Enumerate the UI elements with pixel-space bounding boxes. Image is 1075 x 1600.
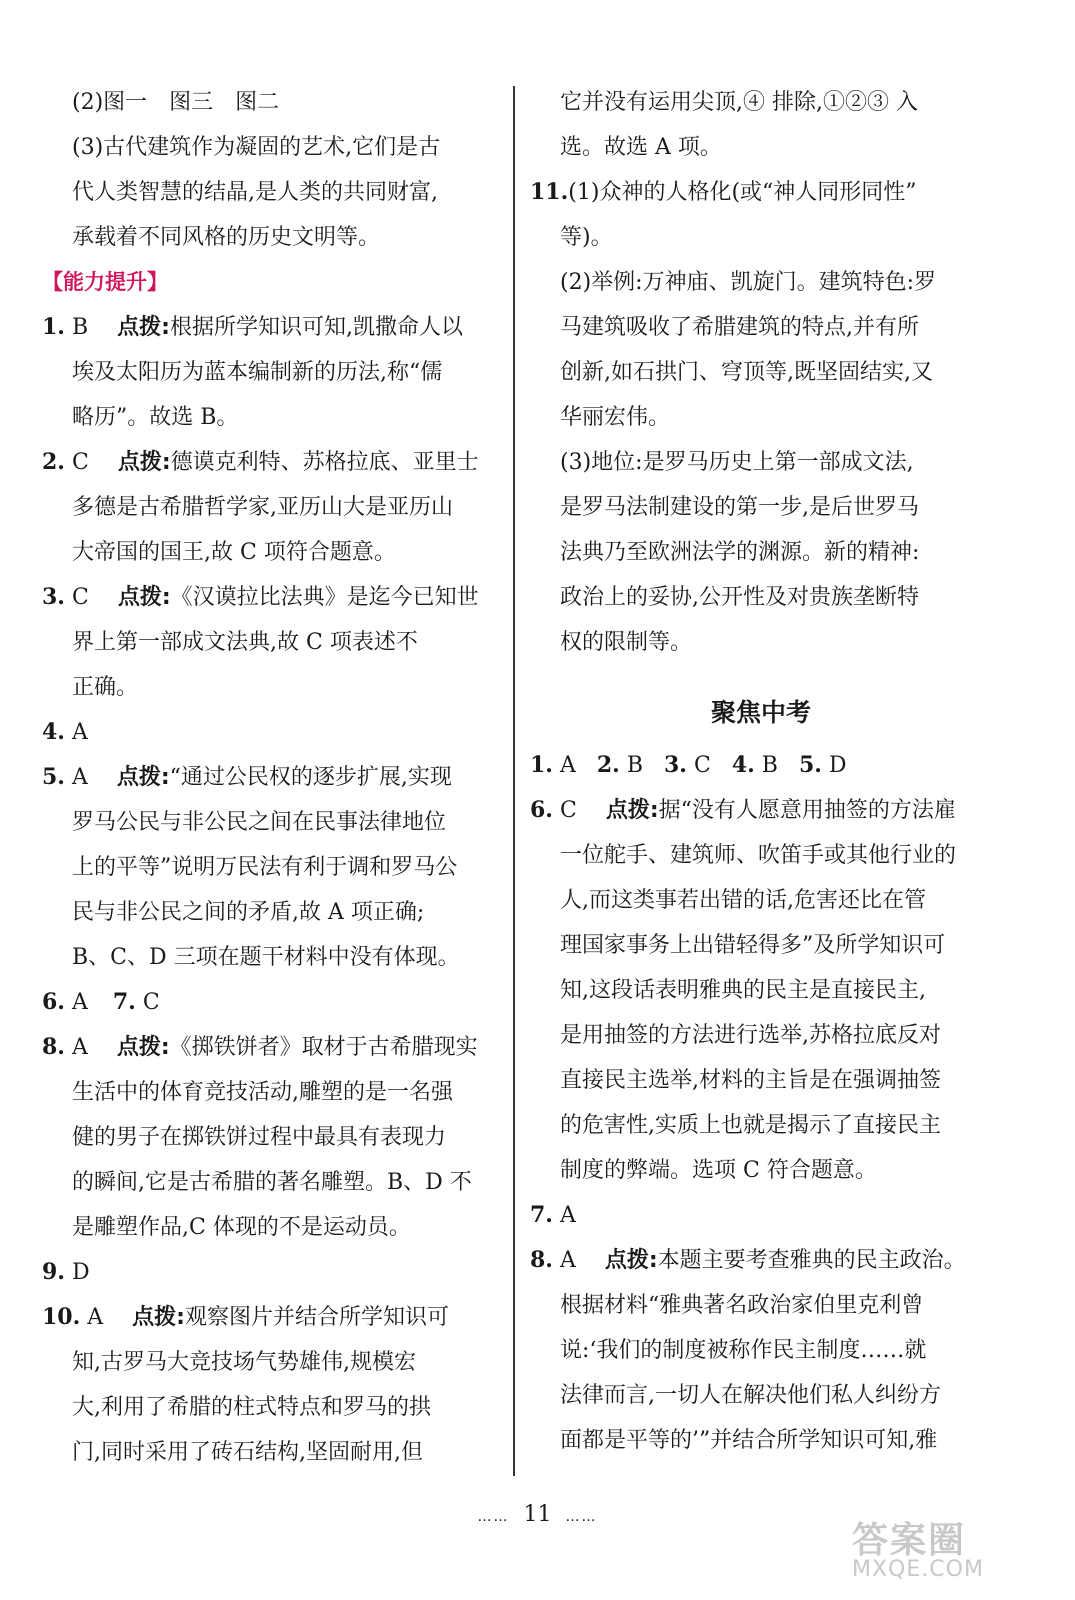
text-line: 承载着不同风格的历史文明等。 bbox=[72, 225, 381, 250]
question-number: 1. bbox=[530, 752, 553, 778]
hint-text: “通过公民权的逐步扩展,实现 bbox=[169, 765, 452, 790]
page-number-value: 11 bbox=[523, 1502, 552, 1527]
answer-item-6 bbox=[530, 788, 992, 833]
question-number: 4. bbox=[42, 719, 65, 745]
answer-letter: C bbox=[71, 585, 89, 610]
hint-text: 德谟克利特、苏格拉底、亚里士 bbox=[170, 450, 479, 475]
text-line: 上的平等”说明万民法有利于调和罗马公 bbox=[72, 855, 458, 880]
answer-letter: C bbox=[559, 798, 577, 823]
hint-label: 点拨: bbox=[117, 585, 171, 610]
text-line: 的危害性,实质上也就是揭示了直接民主 bbox=[560, 1113, 941, 1138]
answer-item-2 bbox=[42, 440, 510, 485]
answer-letter: A bbox=[71, 990, 88, 1015]
text-line: 民与非公民之间的矛盾,故 A 项正确; bbox=[72, 900, 425, 925]
hint-label: 点拨: bbox=[117, 315, 170, 340]
answer-item-11 bbox=[530, 170, 992, 215]
text-line: 是雕塑作品,C 体现的不是运动员。 bbox=[72, 1215, 411, 1240]
question-number: 3. bbox=[42, 584, 65, 610]
hint-label: 点拨: bbox=[605, 798, 659, 823]
column-divider bbox=[513, 86, 515, 1476]
answer-item-1 bbox=[42, 305, 510, 350]
text-line: 多德是古希腊哲学家,亚历山大是亚历山 bbox=[72, 495, 453, 520]
question-number: 2. bbox=[42, 449, 65, 475]
answer-item-7 bbox=[530, 1193, 992, 1238]
answer-letter: B bbox=[761, 753, 778, 778]
text-line: 直接民主选举,材料的主旨是在强调抽签 bbox=[560, 1068, 941, 1093]
question-number: 6. bbox=[42, 989, 65, 1015]
text-line: (2)图一 图三 图二 bbox=[72, 90, 280, 115]
question-number: 1. bbox=[42, 314, 65, 340]
question-number: 8. bbox=[530, 1247, 553, 1273]
answer-text: (1)众神的人格化(或“神人同形同性” bbox=[568, 180, 917, 205]
hint-label: 点拨: bbox=[604, 1248, 658, 1273]
hint-label: 点拨: bbox=[116, 1035, 170, 1060]
question-number: 5. bbox=[798, 752, 822, 778]
text-line: 马建筑吸收了希腊建筑的特点,并有所 bbox=[560, 315, 919, 340]
text-line: 知,古罗马大竞技场气势雄伟,规模宏 bbox=[72, 1350, 416, 1375]
text-line: 代人类智慧的结晶,是人类的共同财富, bbox=[72, 180, 438, 205]
text-line: 华丽宏伟。 bbox=[560, 405, 671, 430]
text-line: 法律而言,一切人在解决他们私人纠纷方 bbox=[560, 1383, 941, 1408]
text-line: 的瞬间,它是古希腊的著名雕塑。B、D 不 bbox=[72, 1170, 472, 1195]
text-line: 创新,如石拱门、穹顶等,既坚固结实,又 bbox=[560, 360, 933, 385]
question-number: 3. bbox=[664, 752, 687, 778]
question-number: 2. bbox=[596, 752, 620, 778]
question-number: 7. bbox=[112, 989, 136, 1015]
text-line: 大,利用了希腊的柱式特点和罗马的拱 bbox=[72, 1395, 431, 1420]
answer-letter: C bbox=[693, 753, 711, 778]
answer-letter: A bbox=[71, 765, 88, 790]
answer-letter: A bbox=[71, 720, 88, 745]
answer-item-8 bbox=[530, 1238, 992, 1283]
hint-text: 本题主要考查雅典的民主政治。 bbox=[657, 1248, 966, 1273]
question-number: 6. bbox=[530, 797, 553, 823]
text-line: 法典乃至欧洲法学的渊源。新的精神: bbox=[560, 540, 920, 565]
text-line: 制度的弊端。选项 C 符合题意。 bbox=[560, 1158, 877, 1183]
hint-text: 据“没有人愿意用抽签的方法雇 bbox=[658, 798, 956, 823]
text-line: 等)。 bbox=[560, 225, 613, 250]
hint-label: 点拨: bbox=[132, 1305, 185, 1330]
answer-letter: C bbox=[71, 450, 89, 475]
answer-item-10 bbox=[42, 1295, 510, 1340]
question-number: 5. bbox=[42, 764, 65, 790]
text-line: 门,同时采用了砖石结构,坚固耐用,但 bbox=[72, 1440, 423, 1465]
text-line: (3)地位:是罗马历史上第一部成文法, bbox=[560, 450, 914, 475]
section-title-focus-exam: 聚焦中考 bbox=[710, 698, 811, 727]
text-line: 一位舵手、建筑师、吹笛手或其他行业的 bbox=[560, 843, 957, 868]
text-line: 根据材料“雅典著名政治家伯里克利曾 bbox=[560, 1293, 924, 1318]
text-line: 略历”。故选 B。 bbox=[72, 405, 239, 430]
watermark-text: 答案圈 bbox=[852, 1520, 967, 1561]
text-line: 罗马公民与非公民之间在民事法律地位 bbox=[72, 810, 447, 835]
text-line: 正确。 bbox=[72, 675, 139, 700]
answer-letter: A bbox=[71, 1035, 88, 1060]
text-line: 政治上的妥协,公开性及对贵族垄断特 bbox=[560, 585, 919, 610]
answer-item-4 bbox=[42, 710, 510, 755]
hint-label: 点拨: bbox=[116, 765, 170, 790]
question-number: 9. bbox=[42, 1259, 65, 1285]
answer-letter: D bbox=[828, 753, 847, 778]
answer-letter: A bbox=[559, 753, 576, 778]
text-line: 理国家事务上出错轻得多”及所学知识可 bbox=[560, 933, 946, 958]
text-line: 权的限制等。 bbox=[560, 630, 693, 655]
watermark-url: MXQE.COM bbox=[852, 1557, 984, 1582]
text-line: 健的男子在掷铁饼过程中最具有表现力 bbox=[72, 1125, 447, 1150]
answer-item-5 bbox=[42, 755, 510, 800]
answer-letter: D bbox=[71, 1260, 90, 1285]
text-line: 说:‘我们的制度被称作民主制度……就 bbox=[560, 1338, 927, 1363]
question-number: 10. bbox=[42, 1304, 81, 1330]
question-number: 4. bbox=[731, 752, 755, 778]
answer-letter: B bbox=[626, 753, 643, 778]
text-line: (2)举例:万神庙、凯旋门。建筑特色:罗 bbox=[560, 270, 936, 295]
question-number: 7. bbox=[530, 1202, 553, 1228]
page-dots-left: …… bbox=[477, 1509, 510, 1525]
text-line: 人,而这类事若出错的话,危害还比在管 bbox=[560, 888, 926, 913]
hint-text: 观察图片并结合所学知识可 bbox=[184, 1305, 449, 1330]
section-label-ability: 【能力提升】 bbox=[42, 270, 168, 294]
answer-item-6-7 bbox=[42, 980, 510, 1025]
right-column bbox=[530, 80, 992, 1463]
answer-letter: A bbox=[559, 1248, 576, 1273]
text-line: 面都是平等的’”并结合所学知识可知,雅 bbox=[560, 1428, 938, 1453]
left-column bbox=[42, 80, 510, 1475]
text-line: (3)古代建筑作为凝固的艺术,它们是古 bbox=[72, 135, 441, 160]
text-line: 它并没有运用尖顶,④ 排除,①②③ 入 bbox=[560, 90, 918, 115]
hint-label: 点拨: bbox=[117, 450, 171, 475]
answer-letter: A bbox=[559, 1203, 576, 1228]
text-line: 界上第一部成文法典,故 C 项表述不 bbox=[72, 630, 418, 655]
answer-items-1-5 bbox=[530, 743, 992, 788]
hint-text: 《汉谟拉比法典》是迄今已知世 bbox=[170, 585, 479, 610]
answer-item-3 bbox=[42, 575, 510, 620]
text-line: 生活中的体育竞技活动,雕塑的是一名强 bbox=[72, 1080, 453, 1105]
question-number: 8. bbox=[42, 1034, 65, 1060]
answer-letter: A bbox=[87, 1305, 104, 1330]
text-line: 大帝国的国王,故 C 项符合题意。 bbox=[72, 540, 396, 565]
text-line: 选。故选 A 项。 bbox=[560, 135, 722, 160]
watermark-logo bbox=[852, 1512, 984, 1582]
answer-item-9 bbox=[42, 1250, 510, 1295]
answer-letter: B bbox=[71, 315, 89, 340]
text-line: 埃及太阳历为蓝本编制新的历法,称“儒 bbox=[72, 360, 443, 385]
question-number: 11. bbox=[530, 179, 569, 205]
hint-text: 《掷铁饼者》取材于古希腊现实 bbox=[169, 1035, 478, 1060]
text-line: 知,这段话表明雅典的民主是直接民主, bbox=[560, 978, 926, 1003]
text-line: B、C、D 三项在题干材料中没有体现。 bbox=[72, 945, 460, 970]
page-dots-right: …… bbox=[565, 1509, 598, 1525]
answer-item-8 bbox=[42, 1025, 510, 1070]
answer-letter: C bbox=[142, 990, 160, 1015]
text-line: 是罗马法制建设的第一步,是后世罗马 bbox=[560, 495, 919, 520]
hint-text: 根据所学知识可知,凯撒命人以 bbox=[169, 315, 463, 340]
text-line: 是用抽签的方法进行选举,苏格拉底反对 bbox=[560, 1023, 941, 1048]
